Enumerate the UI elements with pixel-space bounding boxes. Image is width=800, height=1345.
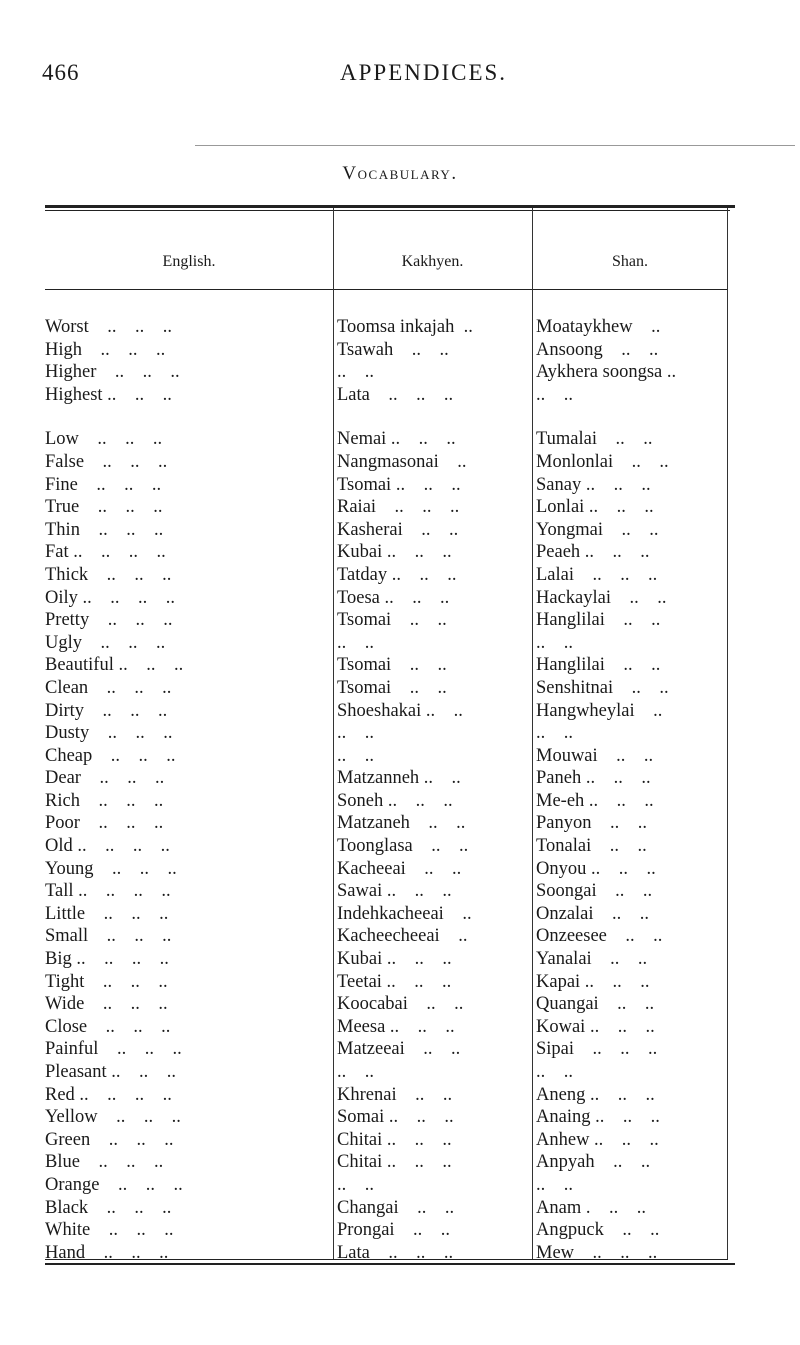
shan-cell: Paneh .. .. ..	[536, 768, 651, 789]
table-body	[45, 316, 728, 1264]
shan-cell: Kapai .. .. ..	[536, 971, 650, 992]
shan-cell: Anhew .. .. ..	[536, 1129, 659, 1150]
shan-cell: Angpuck .. ..	[536, 1220, 660, 1241]
shan-cell: Lonlai .. .. ..	[536, 497, 654, 518]
column-header-shan: Shan.	[612, 253, 648, 270]
column-header-english: English.	[162, 253, 216, 270]
shan-cell: Tumalai .. ..	[536, 429, 653, 450]
english-cell: Fine .. .. ..	[45, 474, 162, 495]
shan-cell: Onzeesee .. ..	[536, 926, 663, 947]
kakhyen-cell: .. ..	[337, 362, 374, 383]
table-row	[45, 993, 728, 1016]
shan-cell: Me-eh .. .. ..	[536, 790, 654, 811]
table-row	[45, 541, 728, 564]
kakhyen-cell: Kasherai .. ..	[337, 519, 459, 540]
table-row	[45, 948, 728, 971]
shan-cell: Aykhera soongsa ..	[536, 362, 677, 383]
kakhyen-cell: Toesa .. .. ..	[337, 587, 450, 608]
shan-cell: Anaing .. .. ..	[536, 1107, 660, 1128]
shan-cell: Yanalai .. ..	[536, 949, 648, 970]
shan-cell: Hanglilai .. ..	[536, 610, 661, 631]
kakhyen-cell: Meesa .. .. ..	[337, 1016, 455, 1037]
english-cell: Dusty .. .. ..	[45, 723, 173, 744]
kakhyen-cell: Prongai .. ..	[337, 1220, 451, 1241]
kakhyen-cell: Lata .. .. ..	[337, 384, 454, 405]
english-cell: Young .. .. ..	[45, 858, 177, 879]
kakhyen-cell: Tatday .. .. ..	[337, 564, 457, 585]
shan-cell: Yongmai .. ..	[536, 519, 659, 540]
english-cell: Dear .. .. ..	[45, 768, 165, 789]
table-row	[45, 1106, 728, 1129]
table-row	[45, 835, 728, 858]
english-cell: Pleasant .. .. ..	[45, 1062, 177, 1082]
shan-cell: Hangwheylai ..	[536, 700, 663, 721]
shan-cell: Mew .. .. ..	[536, 1242, 658, 1263]
shan-cell: Lalai .. .. ..	[536, 564, 658, 585]
english-cell: Big .. .. .. ..	[45, 949, 169, 970]
table-row	[45, 339, 728, 362]
english-cell: Thick .. .. ..	[45, 564, 172, 585]
kakhyen-cell: Toomsa inkajah ..	[337, 317, 473, 337]
english-cell: Oily .. .. .. ..	[45, 587, 176, 608]
english-cell: Close .. .. ..	[45, 1016, 171, 1037]
kakhyen-cell: Nemai .. .. ..	[337, 429, 456, 450]
table-row	[45, 384, 728, 407]
table-row	[45, 722, 728, 745]
english-cell: Old .. .. .. ..	[45, 836, 170, 857]
shan-cell: Tonalai .. ..	[536, 836, 647, 857]
english-cell: Wide .. .. ..	[45, 994, 168, 1015]
english-cell: Poor .. .. ..	[45, 813, 164, 834]
kakhyen-cell: Indehkacheeai ..	[337, 903, 472, 924]
english-cell: Green .. .. ..	[45, 1129, 174, 1150]
kakhyen-cell: Chitai .. .. ..	[337, 1129, 452, 1150]
english-cell: True .. .. ..	[45, 497, 163, 518]
kakhyen-cell: Kubai .. .. ..	[337, 542, 452, 563]
kakhyen-cell: Matzeeai .. ..	[337, 1039, 461, 1060]
kakhyen-cell: Teetai .. .. ..	[337, 971, 452, 992]
shan-cell: Monlonlai .. ..	[536, 451, 669, 472]
table-row	[45, 316, 728, 339]
english-cell: Orange .. .. ..	[45, 1174, 183, 1195]
english-cell: Tall .. .. .. ..	[45, 881, 171, 902]
shan-cell: Senshitnai .. ..	[536, 677, 669, 698]
shan-cell: Anpyah .. ..	[536, 1152, 651, 1173]
english-cell: Dirty .. .. ..	[45, 700, 168, 721]
table-row	[45, 1151, 728, 1174]
shan-cell: Sipai .. .. ..	[536, 1039, 658, 1060]
header-divider	[195, 145, 795, 146]
kakhyen-cell: Kacheeai .. ..	[337, 858, 462, 879]
kakhyen-cell: Sawai .. .. ..	[337, 881, 452, 902]
english-cell: White .. .. ..	[45, 1220, 174, 1241]
table-row	[45, 496, 728, 519]
kakhyen-cell: Matzaneh .. ..	[337, 813, 466, 834]
table-row	[45, 745, 728, 768]
table-row	[45, 428, 728, 451]
english-cell: High .. .. ..	[45, 339, 166, 360]
table-row	[45, 519, 728, 542]
shan-cell: Aneng .. .. ..	[536, 1084, 655, 1105]
english-cell: Black .. .. ..	[45, 1197, 172, 1218]
table-top-rule	[45, 205, 735, 208]
english-cell: Low .. .. ..	[45, 429, 163, 450]
shan-cell: Anam . .. ..	[536, 1197, 646, 1218]
kakhyen-cell: Koocabai .. ..	[337, 994, 464, 1015]
kakhyen-cell: Tsomai .. .. ..	[337, 474, 461, 495]
vocabulary-table	[45, 205, 728, 1265]
kakhyen-cell: Shoeshakai .. ..	[337, 700, 463, 721]
english-cell: Small .. .. ..	[45, 926, 172, 947]
kakhyen-cell: Lata .. .. ..	[337, 1242, 454, 1263]
shan-cell: Moataykhew ..	[536, 317, 661, 337]
english-cell: Higher .. .. ..	[45, 362, 180, 383]
kakhyen-cell: Kacheecheeai ..	[337, 926, 468, 947]
shan-cell: .. ..	[536, 723, 573, 744]
english-cell: Highest .. .. ..	[45, 384, 172, 405]
kakhyen-cell: Soneh .. .. ..	[337, 790, 453, 811]
shan-cell: .. ..	[536, 1062, 573, 1082]
shan-cell: Hanglilai .. ..	[536, 655, 661, 676]
table-row	[45, 925, 728, 948]
english-cell: Thin .. .. ..	[45, 519, 164, 540]
english-cell: Worst .. .. ..	[45, 317, 172, 337]
kakhyen-cell: Tsomai .. ..	[337, 655, 447, 676]
shan-cell: .. ..	[536, 632, 573, 653]
kakhyen-cell: Matzanneh .. ..	[337, 768, 461, 789]
table-row	[45, 880, 728, 903]
table-row	[45, 1129, 728, 1152]
table-row	[45, 812, 728, 835]
kakhyen-cell: Toonglasa .. ..	[337, 836, 469, 857]
english-cell: Rich .. .. ..	[45, 790, 164, 811]
shan-cell: .. ..	[536, 384, 573, 405]
english-cell: Cheap .. .. ..	[45, 745, 176, 766]
table-row	[45, 903, 728, 926]
shan-cell: Peaeh .. .. ..	[536, 542, 650, 563]
table-row	[45, 1038, 728, 1061]
shan-cell: Onzalai .. ..	[536, 903, 650, 924]
english-cell: Painful .. .. ..	[45, 1039, 182, 1060]
english-cell: Red .. .. .. ..	[45, 1084, 172, 1105]
shan-cell: Sanay .. .. ..	[536, 474, 651, 495]
table-row	[45, 858, 728, 881]
kakhyen-cell: .. ..	[337, 745, 374, 766]
shan-cell: .. ..	[536, 1174, 573, 1195]
table-row	[45, 1061, 728, 1084]
shan-cell: Panyon .. ..	[536, 813, 647, 834]
shan-cell: Soongai .. ..	[536, 881, 653, 902]
table-header-rule	[45, 289, 728, 290]
table-row	[45, 587, 728, 610]
kakhyen-cell: .. ..	[337, 1062, 374, 1082]
shan-cell: Quangai .. ..	[536, 994, 655, 1015]
table-row	[45, 700, 728, 723]
shan-cell: Hackaylai .. ..	[536, 587, 667, 608]
table-row	[45, 767, 728, 790]
header-title: APPENDICES.	[340, 60, 508, 85]
kakhyen-cell: Tsawah .. ..	[337, 339, 449, 360]
kakhyen-cell: Raiai .. .. ..	[337, 497, 460, 518]
table-row	[45, 1016, 728, 1039]
table-row	[45, 1197, 728, 1220]
table-row	[45, 1219, 728, 1242]
english-cell: Ugly .. .. ..	[45, 632, 166, 653]
kakhyen-cell: Somai .. .. ..	[337, 1107, 454, 1128]
kakhyen-cell: .. ..	[337, 723, 374, 744]
english-cell: Fat .. .. .. ..	[45, 542, 166, 563]
table-row	[45, 451, 728, 474]
shan-cell: Ansoong .. ..	[536, 339, 659, 360]
kakhyen-cell: Khrenai .. ..	[337, 1084, 453, 1105]
kakhyen-cell: Changai .. ..	[337, 1197, 455, 1218]
column-header-kakhyen: Kakhyen.	[401, 253, 464, 270]
table-row	[45, 971, 728, 994]
kakhyen-cell: Tsomai .. ..	[337, 677, 447, 698]
table-row	[45, 632, 728, 655]
table-row	[45, 361, 728, 384]
table-row	[45, 564, 728, 587]
english-cell: Hand .. .. ..	[45, 1242, 169, 1263]
english-cell: False .. .. ..	[45, 451, 168, 472]
table-row	[45, 1084, 728, 1107]
table-row	[45, 609, 728, 632]
shan-cell: Onyou .. .. ..	[536, 858, 656, 879]
kakhyen-cell: Tsomai .. ..	[337, 610, 447, 631]
english-cell: Clean .. .. ..	[45, 677, 172, 698]
page-number: 466	[42, 60, 80, 85]
shan-cell: Mouwai .. ..	[536, 745, 654, 766]
kakhyen-cell: .. ..	[337, 1174, 374, 1195]
table-row	[45, 654, 728, 677]
english-cell: Yellow .. .. ..	[45, 1107, 181, 1128]
kakhyen-cell: Nangmasonai ..	[337, 451, 467, 472]
english-cell: Little .. .. ..	[45, 903, 169, 924]
english-cell: Blue .. .. ..	[45, 1152, 164, 1173]
table-row	[45, 790, 728, 813]
kakhyen-cell: Kubai .. .. ..	[337, 949, 452, 970]
table-row	[45, 474, 728, 497]
table-row	[45, 1242, 728, 1265]
english-cell: Tight .. .. ..	[45, 971, 168, 992]
kakhyen-cell: Chitai .. .. ..	[337, 1152, 452, 1173]
english-cell: Pretty .. .. ..	[45, 610, 173, 631]
section-title: Vocabulary.	[342, 163, 458, 184]
shan-cell: Kowai .. .. ..	[536, 1016, 655, 1037]
kakhyen-cell: .. ..	[337, 632, 374, 653]
running-head	[0, 60, 800, 100]
table-row	[45, 1174, 728, 1197]
english-cell: Beautiful .. .. ..	[45, 655, 184, 676]
table-row	[45, 677, 728, 700]
table-top-thin-rule	[45, 210, 730, 211]
